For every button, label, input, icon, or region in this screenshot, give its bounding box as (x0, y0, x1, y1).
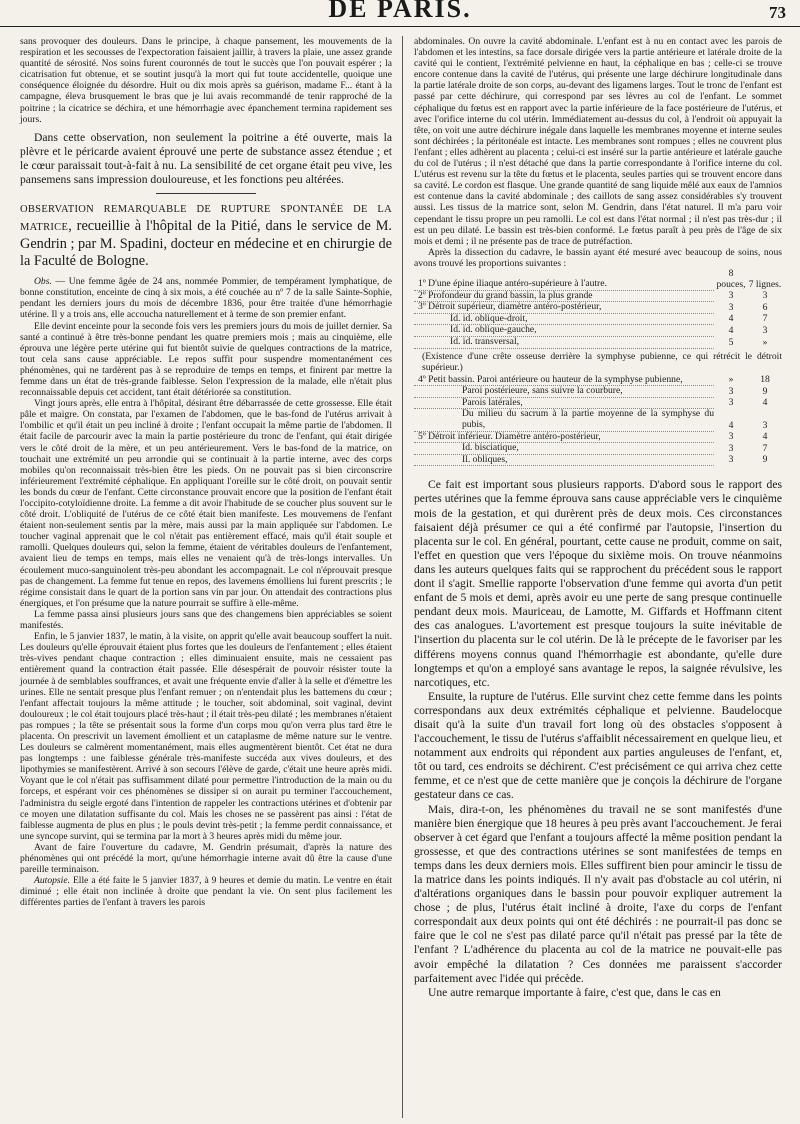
measure-label: 4º Petit bassin. Paroi antérieure ou hauteur de la symphyse pubienne, (414, 375, 714, 386)
measure-pouces: 3 (728, 301, 734, 313)
measure-lignes: 3 (762, 324, 768, 336)
obs-label: Obs. (34, 276, 52, 288)
table-row (414, 302, 782, 314)
paragraph-hospital-exam: Vingt jours après, elle entra à l'hôpital, désirant être débarrassée de cette grossesse. Elle était pâle et maigre. On constata, par l'examen de l'abdomen, que le bas-fond de l'utérus arrivait à l'ombilic et qu'il était un peu incliné à droite ; l'enfant occupait la même partie de l'abdomen. Il était facile de parcourir avec la main la partie postérieure du tronc de l'enfant, qui était dirigée vers le côté droit de la mère, et un peu antérieurement. Vers le bas-fond de la matrice, on touchait une extrémité un peu arrondie qui se continuait à la partie interne, avec des corps mobiles qu'on reconnaissait très-bien être les pieds. On ne pouvait pas si bien circonscrire inférieurement l'extrémité céphalique. En appliquant l'oreille sur le côté droit, on pouvait sentir les bonds du cœur de l'enfant. Cette circonstance prouvait encore que la position de l'enfant était l'occipito-cotyloïdienne droite. La femme a dit avoir l'habitude de se coucher plus souvent sur le côté droit. L'obliquité de l'utérus de ce côté était bien manifeste. Les mouvemens de l'enfant étaient non-seulement sentis par la mère, mais aussi par la main appliquée sur l'abdomen. Le toucher vaginal apprenait que le col n'était pas entièrement effacé, mais qu'il était souple et ramolli. Quelques douleurs qui, selon la femme, étaient de véritables douleurs de l'enfantement, avaient lieu de temps en temps, mais elles ne venaient qu'à de très-longs intervalles. Un écoulement muco-sanguinolent très-peu abondant les accompagnait. Le col n'éprouvait presque pas de changement. La femme fut tenue en repos, des lavemens émolliens lui furent prescrits ; le régime consistait dans le quart de la portion sans vin par jour. On attendait des contractions plus énergiques, et l'on présume que la nature pourrait se suffire à elle-même. (20, 398, 392, 609)
pelvis-measurements-table-2 (414, 375, 782, 467)
measure-label: Il. obliques, (414, 454, 714, 466)
measure-label: 3º Détroit supérieur, diamètre antéro-postérieur, (414, 302, 714, 314)
measure-lignes: 7 (762, 442, 768, 454)
measure-pouces: 4 (728, 419, 734, 431)
obs-text: — Une femme âgée de 24 ans, nommée Pommier, de tempérament lymphatique, de bonne constitution, enceinte de cinq à six mois, a été couchée au nº 7 de la salle Sainte-Sophie, pendant les derniers jours du mois de décembre 1836, pour être traitée d'une hémorrhagie utérine. Il y a trois ans, elle accoucha naturellement et à terme de son premier enfant. (20, 276, 392, 321)
measure-label: Id. bisciatique, (414, 443, 714, 455)
table-row (414, 397, 782, 409)
measure-label: Id. id. transversal, (414, 337, 714, 349)
measure-label: 1º D'une épine iliaque antéro-supérieure à l'autre. (414, 269, 714, 290)
measure-lignes: 3 (762, 419, 768, 431)
measure-label: Du milieu du sacrum à la partie moyenne de la symphyse du pubis, (414, 409, 714, 431)
paragraph-pelvis-intro: Après la dissection du cadavre, le bassin ayant été mesuré avec beaucoup de soins, nous avons trouvé les proportions suivantes : (414, 246, 782, 269)
masthead-title: DE PARIS. (328, 0, 472, 23)
table-row (414, 269, 782, 290)
measure-pouces: 3 (728, 290, 734, 302)
measure-lignes: 7 lignes. (748, 278, 782, 290)
measure-pouces: 5 (728, 336, 734, 348)
measure-lignes: 7 (762, 313, 768, 325)
table-row (414, 313, 782, 325)
measure-lignes: 4 (762, 397, 768, 409)
right-column (414, 36, 782, 1000)
column-divider (402, 36, 403, 1118)
pelvis-measurements-table (414, 269, 782, 349)
paragraph-observation (20, 276, 392, 320)
paragraph-discussion-1: Ce fait est important sous plusieurs rapports. D'abord sous le rapport des pertes utérines que la femme éprouva sans cause appréciable vers le cinquième mois de la gestation, et qui durèrent près de deux mois. Ces circonstances faisaient déjà présumer ce qui a été confirmé par l'autopsie, l'insertion du placenta sur le col. En général, pourtant, cette cause ne produit, comme on sait, l'effet en question que vers l'époque du sixième mois. On trouve néanmoins dans les auteurs quelques faits qui se rapprochent du précédent sous le rapport dont il s'agit. Smellie rapporte l'observation d'une femme qui avorta d'un petit enfant de 5 mois et demi, après avoir eu une perte de sang presque continuelle pendant deux mois. Mauriceau, de Lamotte, M. Giffards et Hoffmann citent des cas analogues. L'avortement est presque toujours la suite inévitable de l'insertion du placenta sur le col utérin. De là le précepte de le favoriser par les différens moyens connus quand l'hémorrhagie est abondante, qu'elle dure longtemps et qu'on a employé sans avantage le repos, la saignée révulsive, les narcotiques, etc. (414, 478, 782, 689)
autopsie-text: Elle a été faite le 5 janvier 1837, à 9 heures et demie du matin. Le ventre en était diminué ; elle était non inclinée à droite que pendant la vie. On sent plus facilement les différentes parties de l'enfant à travers les parois (20, 875, 392, 909)
page-header (0, 0, 800, 27)
autopsie-label: Autopsie. (34, 875, 70, 887)
measure-pouces: 3 (728, 442, 734, 454)
paragraph-commentary: Dans cette observation, non seulement la poitrine a été ouverte, mais la plèvre et le péricarde avaient éprouvé une perte de substance assez étendue ; et le cœur paraissait tout-à-fait à nu. La sensibilité de cet organe était peu vive, les pansemens sans impression douloureuse, et les fonctions peu altérées. (20, 130, 392, 187)
paragraph-days-passed: La femme passa ainsi plusieurs jours sans que des changemens bien appréciables se soient manifestés. (20, 608, 392, 632)
paragraph-discussion-4: Une autre remarque importante à faire, c'est que, dans le cas en (428, 985, 721, 999)
pelvis-note: (Existence d'une crête osseuse derrière la symphyse pubienne, ce qui rétrécit le détroit supérieur.) (422, 350, 782, 373)
paragraph-autopsy (20, 875, 392, 908)
measure-lignes: 6 (762, 301, 768, 313)
measure-pouces: 3 (728, 454, 734, 466)
paragraph-discussion-2: Ensuite, la rupture de l'utérus. Elle survint chez cette femme dans les points correspondans aux deux extrémités céphalique et pelvienne. Baudelocque disait qu'à la suite d'un travail fort long où des obstacles s'opposent à l'accouchement, le tissu de l'utérus s'affaiblit nécessairement en quelque lieu, et notamment aux endroits qui répondent aux parties anguleuses de l'enfant, et, tôt ou tard, ces endroits se déchirent. C'est précisément ce qui arriva chez cette femme, et ce n'est que de cette manière que je conçois la déchirure de l'organe gestateur dans ce cas. (414, 689, 782, 802)
measure-label: Paroi postérieure, sans suivre la courbure, (414, 386, 714, 398)
measure-lignes: 3 (762, 290, 768, 302)
table-row (414, 443, 782, 455)
measure-label: Id. id. oblique-droit, (414, 313, 714, 325)
article-title-caps: OBSERVATION REMARQUABLE DE RUPTURE SPONTANÉE DE LA MATRICE (20, 204, 392, 234)
paragraph-end-previous-observation: sans provoquer des douleurs. Dans le principe, à chaque pansement, les mouvements de la respiration et les secousses de l'expectoration faisaient jaillir, à travers la plaie, une assez grande quantité de sérosité. Nos soins furent couronnés de tout le succès que l'on pouvait espérer ; la cicatrisation fut obtenue, et se soutint jusqu'à la mort qui fut toute accidentelle, quoique une conséquence éloignée du désordre. Huit ou dix mois après sa guérison, madame F... étant à la campagne, éleva brusquement le bras que je lui avais recommandé de tenir rapproché de la poitrine ; la cicatrice se déchira, et une hémorrhagie avec épanchement termina rapidement ses jours. (20, 36, 392, 125)
measure-lignes: 9 (762, 454, 768, 466)
measure-pouces: 3 (728, 385, 734, 397)
table-row (414, 375, 782, 386)
article-title-rest: , recueillie à l'hôpital de la Pitié, dans le service de M. Gendrin ; par M. Spadini, docteur en médecine et en chirurgie de la Faculté de Bologne. (20, 218, 392, 270)
measure-pouces: 3 (728, 397, 734, 409)
table-row (414, 431, 782, 443)
paragraph-discussion-3: Mais, dira-t-on, les phénomènes du travail ne se sont manifestés d'une manière bien énergique que 18 heures à peu près avant l'accouchement. Je ferai observer à cet égard que l'enfant a toujours affecté la même position pendant la grossesse, et que des contractions utérines se sont manifestées de temps en temps dans les deux derniers mois. Elles suffirent bien pour amincir le tissu de la matrice dans les points indiqués. Il n'y avait pas d'obstacle au col utérin, ni d'altérations organiques dans le bassin pour pouvoir expliquer autrement la chose ; de plus, l'utérus était incliné à droite, l'axe du corps de l'enfant correspondait aux deux points qui ont été déchirés : ne pourrait-il pas donc se faire que le col ne s'est pas dilaté parce qu'il n'était pas pressé par la tête de l'enfant ? L'adhérence du placenta au col de la matrice ne pouvait-elle pas avoir empêché la dilatation ? Ces données me paraissent s'accorder parfaitement avec l'idée qui précède. (414, 802, 782, 985)
measure-pouces: 4 (728, 313, 734, 325)
paragraph-january-fifth: Enfin, le 5 janvier 1837, le matin, à la visite, on apprit qu'elle avait beaucoup souffert la nuit. Les douleurs qu'elle éprouvait étaient plus fortes que les douleurs de l'enfantement ; elles étaient très-vives pendant chaque contraction ; elles diminuaient ensuite, mais ne cessaient pas entièrement quand la contraction était passée. Elle désespérait de pouvoir résister toute la journée à de semblables souffrances, et avait une fréquente envie d'aller à la selle et d'émettre les urines. Elle ne sentait presque plus l'enfant remuer ; on n'entendait plus les battemens du cœur ; l'enfant affectait toujours la même attitude ; le toucher, soit abdominal, soit vaginal, devint douloureux ; le col était toujours placé très-haut ; il était très-peu dilaté ; les membranes n'étaient pas rompues ; la tête se présentait sous la forme d'un corps mou qu'on verra plus tard être le placenta. On prescrivit un lavement émollient et un cataplasme de même nature sur le ventre. Les douleurs se calmèrent momentanément, mais elles augmentèrent bientôt. Cet état ne dura pas longtemps : une faiblesse générale très-manifeste succéda aux vives douleurs, et des lipothymies se manifestèrent. Arrivé à son secours l'élève de garde, c'était une heure après midi. Voyant que le col n'était pas suffisamment dilaté pour permettre l'introduction de la main ou du forceps, et espérant voir ces phénomènes se dissiper si on aurait pu terminer l'accouchement, l'administra du seigle ergoté dans l'intention de rappeler les contractions utérines et d'obtenir par ce moyen une dilatation suffisante du col. Mais les choses ne se passèrent pas ainsi : l'état de faiblesse augmenta de plus en plus ; le pouls devint très-petit ; la femme perdit connaissance, et une syncope survint, qui se termina par la mort à 3 heures après midi du même jour. (20, 631, 392, 842)
measure-label: Parois latérales, (414, 397, 714, 409)
table-row (414, 290, 782, 302)
table-row (414, 325, 782, 337)
measure-pouces: » (728, 374, 734, 386)
paragraph-before-autopsy: Avant de faire l'ouverture du cadavre, M. Gendrin présumait, d'après la nature des phénomènes qui ont précédé la mort, qu'une hémorrhagie interne avait dû être la cause d'une pareille terminaison. (20, 841, 392, 876)
left-column (20, 36, 392, 908)
measure-pouces: 4 (728, 324, 734, 336)
measure-lignes: 9 (762, 385, 768, 397)
paragraph-autopsy-findings: abdominales. On ouvre la cavité abdominale. L'enfant est à nu en contact avec les parois de l'abdomen et les intestins, sa face dorsale dirigée vers la partie antérieure et latérale droite de la cavité qui le contient, l'extrémité pelvienne en haut, la céphalique en bas ; celle-ci se trouve encore contenue dans la cavité de l'utérus, qui présente une large déchirure longitudinale dans la partie latérale droite de son corps, au-devant des ligamens larges. Tout le tronc de l'enfant est passé par cette déchirure, qui correspond par ses lèvres au col de l'enfant. Le sommet céphalique du fœtus est en rapport avec la partie inférieure de la face postérieure de l'utérus, et avec l'orifice interne du col utérin. Immédiatement au-dessus du col, à l'endroit où appuyait la tête, on voit une autre déchirure inégale dans laquelle les membranes moyenne et interne seules sont déchirées ; la péritonéale est intacte. Les membranes sont rompues ; elles ne couvrent plus l'enfant ; elles adhèrent au placenta ; celui-ci est inséré sur la partie antérieure et latérale gauche du col de l'utérus ; il n'est détaché que dans la partie correspondante à l'orifice interne du col. L'utérus est revenu sur la tête du fœtus et le placenta, seules parties qui se trouvent encore dans sa cavité. Le cordon est flasque. Une grande quantité de sang liquide mêlé aux eaux de l'amnios est contenue dans la cavité abdominale ; des caillots de sang assez considérables s'y trouvent aussi. Les tissus de la matrice sont, selon M. Gendrin, dans l'état naturel. Il m'a paru voir cependant le tissu propre un peu ramolli. Le col est dans l'état normal ; il n'est pas très-dur ; il est un peu dilaté. Le bassin est très-bien conformé. Le fœtus paraît à peu près de l'âge de six mois et demi ; il ne présente pas de trace de putréfaction. (414, 36, 782, 247)
measure-pouces: 8 pouces, (716, 267, 746, 290)
measure-label: Id. id. oblique-gauche, (414, 325, 714, 337)
measure-label: 5º Détroit inférieur. Diamètre antéro-postérieur, (414, 431, 714, 443)
page-number: 73 (769, 3, 786, 22)
measure-pouces: 3 (728, 431, 734, 443)
article-title (20, 200, 392, 270)
table-row (414, 386, 782, 398)
measure-lignes: 4 (762, 431, 768, 443)
section-rule (156, 193, 256, 194)
measure-label: 2º Profondeur du grand bassin, la plus grande (414, 290, 714, 302)
paragraph-second-pregnancy: Elle devint enceinte pour la seconde fois vers les premiers jours du mois de juillet dernier. Sa santé a continué à être très-bonne pendant les quatre premiers mois ; mais au cinquième, elle éprouva une légère perte utérine qui fut bientôt suivie de quelques contractions de la matrice, tout cela sans cause appréciable. Le repos suffit pour suspendre momentanément ces phénomènes, qui ne tardèrent pas à se reproduire de temps en temps, et finirent par mettre la femme dans un état de très-grande faiblesse. Selon l'expression de la malade, elle n'était plus reconnaissable depuis cet accident, tant était détériorée sa constitution. (20, 320, 392, 399)
table-row (414, 409, 782, 431)
measure-lignes: 18 (760, 374, 770, 386)
table-row (414, 454, 782, 466)
table-row (414, 337, 782, 349)
measure-lignes: » (762, 336, 768, 348)
